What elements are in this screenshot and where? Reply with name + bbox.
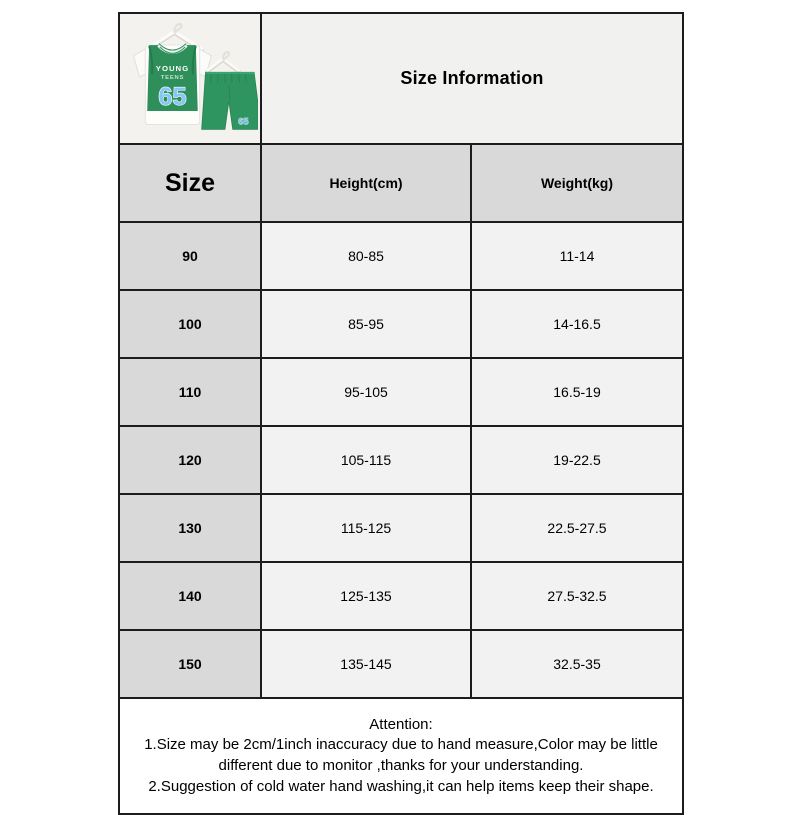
weight-value: 14-16.5: [471, 290, 683, 358]
shorts-number: 65: [238, 117, 248, 127]
table-row: [119, 222, 683, 290]
top-row: [119, 13, 683, 144]
column-header-row: [119, 144, 683, 222]
jersey-text-line2: TEENS: [161, 75, 184, 81]
size-value: 100: [119, 290, 261, 358]
attention-heading: Attention:: [120, 715, 682, 736]
weight-value: 16.5-19: [471, 358, 683, 426]
column-header-size: Size: [119, 144, 261, 222]
size-value: 140: [119, 562, 261, 630]
weight-value: 27.5-32.5: [471, 562, 683, 630]
size-information-sheet: [118, 12, 684, 815]
column-header-weight: Weight(kg): [471, 144, 683, 222]
height-value: 115-125: [261, 494, 471, 562]
jersey-number: 65: [158, 83, 186, 111]
weight-value: 11-14: [471, 222, 683, 290]
attention-note-1: 1.Size may be 2cm/1inch inaccuracy due to hand measure,Color may be little different due to monitor ,thanks for your understanding.: [120, 735, 682, 776]
size-value: 110: [119, 358, 261, 426]
height-value: 95-105: [261, 358, 471, 426]
attention-note-2: 2.Suggestion of cold water hand washing,it can help items keep their shape.: [120, 777, 682, 798]
weight-value: 19-22.5: [471, 426, 683, 494]
table-row: [119, 562, 683, 630]
attention-block: [119, 698, 683, 814]
jersey-text-line1: YOUNG: [156, 64, 189, 73]
height-value: 135-145: [261, 630, 471, 698]
table-row: [119, 426, 683, 494]
size-value: 90: [119, 222, 261, 290]
height-value: 125-135: [261, 562, 471, 630]
column-header-height: Height(cm): [261, 144, 471, 222]
height-value: 85-95: [261, 290, 471, 358]
height-value: 80-85: [261, 222, 471, 290]
size-value: 150: [119, 630, 261, 698]
size-table: [118, 12, 684, 815]
size-value: 130: [119, 494, 261, 562]
weight-value: 22.5-27.5: [471, 494, 683, 562]
product-photo: [120, 16, 258, 141]
table-row: [119, 358, 683, 426]
table-row: [119, 630, 683, 698]
table-row: [119, 494, 683, 562]
table-row: [119, 290, 683, 358]
size-value: 120: [119, 426, 261, 494]
attention-row: [119, 698, 683, 814]
page-title: Size Information: [261, 13, 683, 144]
height-value: 105-115: [261, 426, 471, 494]
product-photo-cell: [119, 13, 261, 144]
green-jersey: [147, 44, 198, 112]
weight-value: 32.5-35: [471, 630, 683, 698]
